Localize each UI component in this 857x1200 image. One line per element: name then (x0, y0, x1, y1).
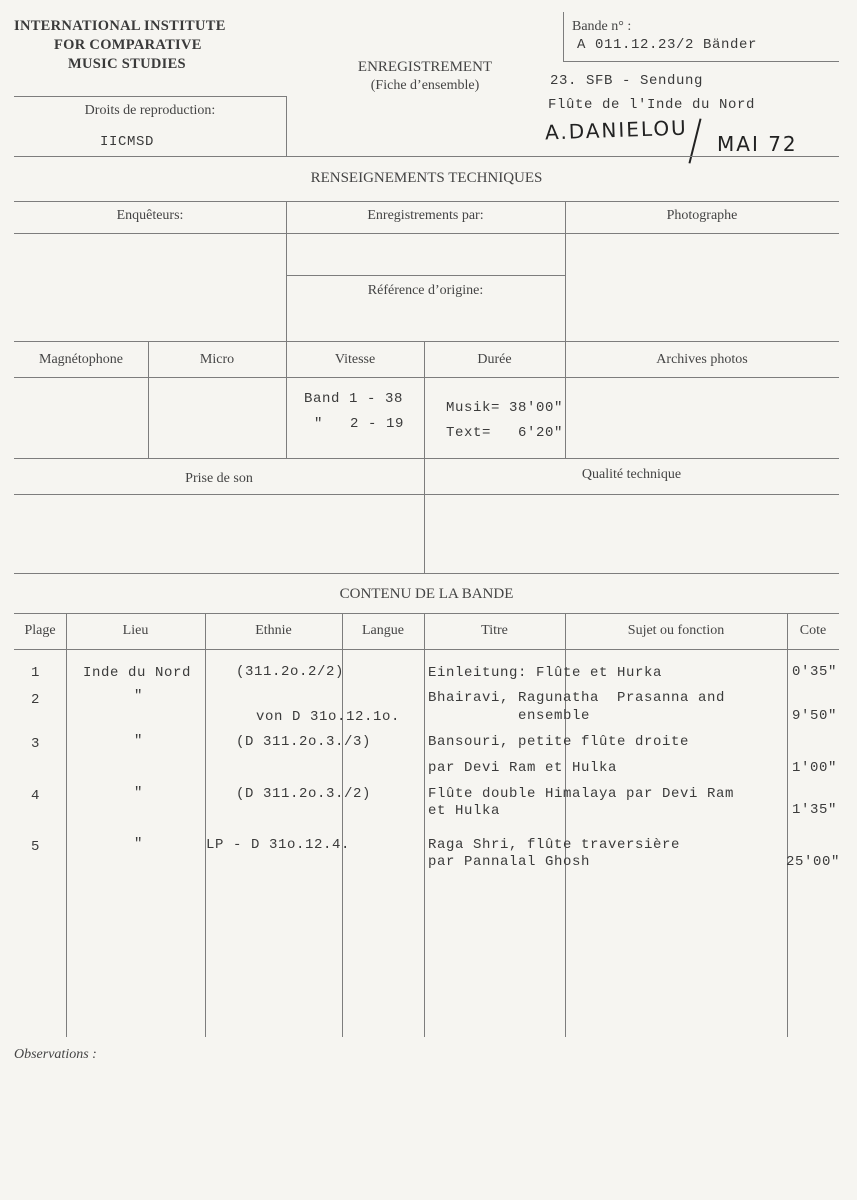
qualite-label: Qualité technique (581, 467, 682, 482)
enqueteurs-label: Enquêteurs: (116, 208, 184, 223)
col-header-cote: Cote (799, 623, 827, 638)
row-titre: Raga Shri, flûte traversière (428, 837, 681, 853)
contenu-title: CONTENU DE LA BANDE (339, 586, 514, 602)
vline-col-sujet (787, 613, 788, 1037)
col-header-lieu: Lieu (122, 623, 149, 638)
row-lieu: " (134, 688, 144, 704)
row-lieu: " (134, 733, 144, 749)
row-plage: 3 (31, 736, 41, 752)
row-ethnie: (311.2o.2/2) (236, 664, 345, 680)
rule-156 (14, 156, 839, 157)
prise-de-son-label: Prise de son (185, 471, 253, 486)
observations-label: Observations : (14, 1047, 97, 1062)
row-ethnie: LP - D 31o.12.4. (206, 837, 351, 853)
bande-number: A 011.12.23/2 Bänder (577, 37, 758, 53)
vline-col-plage (66, 613, 67, 1037)
handwritten-author: A.DANIELOU (544, 115, 689, 145)
institute-line-1: INTERNATIONAL INSTITUTE (14, 18, 226, 34)
enregistrement-subtitle: (Fiche d’ensemble) (370, 78, 480, 93)
handwritten-date: MAI 72 (717, 132, 798, 156)
rule-613 (14, 613, 839, 614)
row-cote: 9'50" (792, 708, 838, 724)
archives-label: Archives photos (656, 352, 748, 367)
bande-box-bottom (563, 61, 839, 62)
vline-col-lieu (205, 613, 206, 1037)
enregistrement-title: ENREGISTREMENT (357, 59, 493, 75)
vitesse-value-1: Band 1 - 38 (304, 391, 404, 407)
row-plage: 5 (31, 839, 41, 855)
institute-line-2: FOR COMPARATIVE (54, 37, 202, 53)
row-cote: 25'00" (786, 854, 841, 870)
row-lieu: Inde du Nord (83, 665, 192, 681)
col-header-plage: Plage (24, 623, 56, 638)
row-cote: 1'35" (792, 802, 838, 818)
bande-box-border (563, 12, 564, 62)
droits-right (286, 96, 287, 156)
row-titre: Einleitung: Flûte et Hurka (428, 665, 663, 681)
row-titre-cont: ensemble (428, 708, 591, 724)
row-lieu: " (134, 785, 144, 801)
row-titre: Bansouri, petite flûte droite (428, 734, 690, 750)
magnetophone-label: Magnétophone (39, 352, 123, 367)
row-ethnie: (D 311.2o.3./3) (236, 734, 372, 750)
rule-573 (14, 573, 839, 574)
duree-label: Durée (477, 352, 512, 367)
droits-value: IICMSD (100, 134, 155, 150)
row-ethnie: (D 311.2o.3./2) (236, 786, 372, 802)
subject-line: Flûte de l'Inde du Nord (548, 97, 756, 113)
row-titre-cont: par Pannalal Ghosh (428, 854, 591, 870)
droits-top (14, 96, 286, 97)
bande-label: Bande n° : (572, 19, 632, 34)
rule-649 (14, 649, 839, 650)
row-ethnie: von D 31o.12.1o. (256, 709, 401, 725)
micro-label: Micro (199, 352, 235, 367)
duree-musik: Musik= 38'00" (446, 400, 564, 416)
row-plage: 4 (31, 788, 41, 804)
duree-text: Text= 6'20" (446, 425, 564, 441)
col-header-titre: Titre (481, 623, 508, 638)
rule-201 (14, 201, 839, 202)
institute-line-3: MUSIC STUDIES (68, 56, 186, 72)
sendung-line: 23. SFB - Sendung (550, 73, 704, 89)
droits-label: Droits de reproduction: (84, 103, 216, 118)
enregistrements-par-label: Enregistrements par: (367, 208, 484, 223)
reference-label: Référence d’origine: (367, 283, 484, 298)
rule-377 (14, 377, 839, 378)
rule-275 (286, 275, 565, 276)
row-titre-cont: par Devi Ram et Hulka (428, 760, 618, 776)
col-header-sujet: Sujet ou fonction (627, 623, 725, 638)
row-plage: 1 (31, 665, 41, 681)
photographe-label: Photographe (666, 208, 738, 223)
row-cote: 0'35" (792, 664, 838, 680)
row-titre: Bhairavi, Ragunatha Prasanna and (428, 690, 726, 706)
vitesse-label: Vitesse (334, 352, 376, 367)
row-plage: 2 (31, 692, 41, 708)
col-header-langue: Langue (362, 623, 404, 638)
row-lieu: " (134, 836, 144, 852)
rule-494 (14, 494, 839, 495)
row-titre-cont: et Hulka (428, 803, 501, 819)
vitesse-value-2: " 2 - 19 (314, 416, 405, 432)
rule-341 (14, 341, 839, 342)
rule-233 (14, 233, 839, 234)
vline-col-langue (424, 613, 425, 1037)
rule-458 (14, 458, 839, 459)
col-header-ethnie: Ethnie (255, 623, 292, 638)
row-titre: Flûte double Himalaya par Devi Ram (428, 786, 735, 802)
renseignements-title: RENSEIGNEMENTS TECHNIQUES (310, 170, 543, 186)
row-cote: 1'00" (792, 760, 838, 776)
